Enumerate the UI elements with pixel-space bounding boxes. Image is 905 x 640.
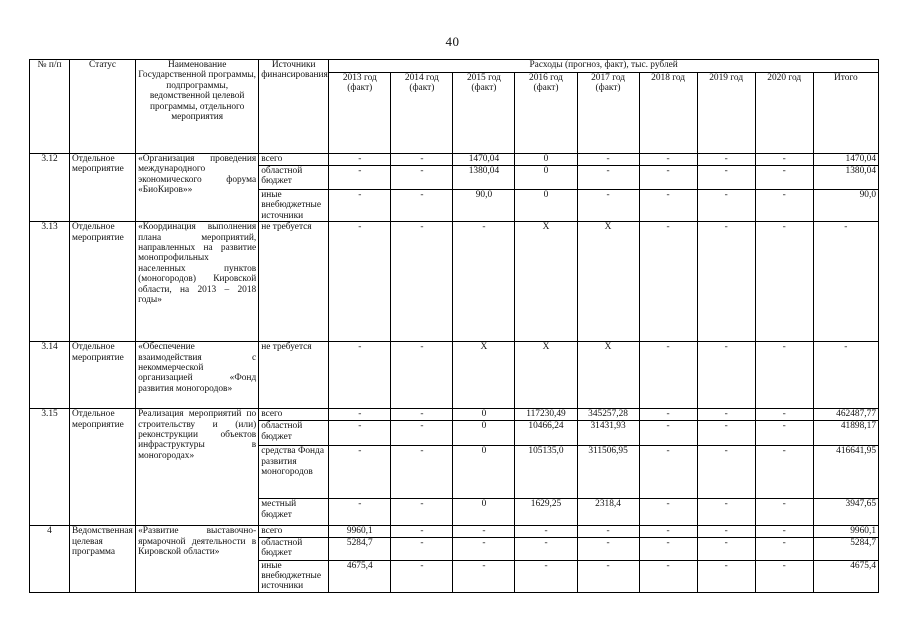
table-row bbox=[30, 154, 879, 166]
row-program-name: «Развитие выставочно-ярмарочной деятельности в Кировской области» bbox=[136, 526, 259, 593]
row-value-cell: - bbox=[813, 222, 878, 342]
row-value-cell: 1470,04 bbox=[813, 154, 878, 166]
row-value-cell: 31431,93 bbox=[577, 421, 639, 446]
row-value-cell: - bbox=[639, 537, 697, 560]
row-value-cell: - bbox=[755, 446, 813, 499]
row-value-cell: 0 bbox=[453, 421, 515, 446]
row-number: 3.14 bbox=[30, 342, 70, 409]
header-year: 2016 год (факт) bbox=[515, 73, 577, 154]
row-funding-source: областной бюджет bbox=[259, 421, 329, 446]
row-value-cell: - bbox=[697, 190, 755, 222]
row-value-cell: - bbox=[755, 499, 813, 526]
row-value-cell: X bbox=[515, 222, 577, 342]
row-value-cell: - bbox=[697, 537, 755, 560]
row-value-cell: 0 bbox=[453, 499, 515, 526]
row-value-cell: 105135,0 bbox=[515, 446, 577, 499]
row-value-cell: - bbox=[391, 526, 453, 537]
table-row bbox=[30, 342, 879, 409]
row-value-cell: - bbox=[697, 342, 755, 409]
header-year: 2015 год (факт) bbox=[453, 73, 515, 154]
row-value-cell: - bbox=[329, 421, 391, 446]
row-value-cell: - bbox=[697, 446, 755, 499]
row-value-cell: 0 bbox=[453, 446, 515, 499]
header-year: 2014 год (факт) bbox=[391, 73, 453, 154]
row-status: Отдельное мероприятие bbox=[70, 222, 136, 342]
row-value-cell: - bbox=[329, 342, 391, 409]
header-year: 2020 год bbox=[755, 73, 813, 154]
row-funding-source: иные внебюджетные источники bbox=[259, 560, 329, 592]
row-value-cell: - bbox=[577, 537, 639, 560]
row-number: 3.13 bbox=[30, 222, 70, 342]
row-status: Ведомственная целевая программа bbox=[70, 526, 136, 593]
row-value-cell: - bbox=[697, 409, 755, 421]
row-value-cell: - bbox=[391, 560, 453, 592]
row-status: Отдельное мероприятие bbox=[70, 342, 136, 409]
row-value-cell: - bbox=[577, 526, 639, 537]
header-expenses: Расходы (прогноз, факт), тыс. рублей bbox=[329, 60, 879, 73]
row-funding-source: областной бюджет bbox=[259, 166, 329, 190]
row-value-cell: 90,0 bbox=[453, 190, 515, 222]
row-value-cell: - bbox=[639, 446, 697, 499]
row-value-cell: 0 bbox=[515, 190, 577, 222]
header-status: Статус bbox=[70, 60, 136, 154]
row-value-cell: X bbox=[453, 342, 515, 409]
row-value-cell: - bbox=[391, 222, 453, 342]
row-value-cell: - bbox=[755, 537, 813, 560]
row-program-name: Реализация мероприятий по строительству и (или) реконструкции объектов инфраструктуры в моногородах» bbox=[136, 409, 259, 526]
row-value-cell: - bbox=[515, 526, 577, 537]
row-value-cell: - bbox=[329, 499, 391, 526]
row-value-cell: - bbox=[391, 154, 453, 166]
row-value-cell: - bbox=[755, 560, 813, 592]
row-number: 4 bbox=[30, 526, 70, 593]
row-value-cell: X bbox=[515, 342, 577, 409]
row-value-cell: - bbox=[755, 190, 813, 222]
row-value-cell: - bbox=[813, 342, 878, 409]
row-value-cell: 9960,1 bbox=[813, 526, 878, 537]
row-value-cell: - bbox=[515, 560, 577, 592]
row-value-cell: - bbox=[639, 166, 697, 190]
row-value-cell: 0 bbox=[515, 154, 577, 166]
row-value-cell: - bbox=[577, 166, 639, 190]
row-funding-source: не требуется bbox=[259, 222, 329, 342]
row-value-cell: - bbox=[697, 154, 755, 166]
header-sources: Источники финансирования bbox=[259, 60, 329, 154]
row-program-name: «Организация проведения международного экономического форума «БиоКиров»» bbox=[136, 154, 259, 222]
row-value-cell: 90,0 bbox=[813, 190, 878, 222]
row-value-cell: 345257,28 bbox=[577, 409, 639, 421]
row-value-cell: - bbox=[329, 446, 391, 499]
row-value-cell: - bbox=[755, 526, 813, 537]
row-value-cell: - bbox=[391, 537, 453, 560]
row-value-cell: 1380,04 bbox=[453, 166, 515, 190]
row-value-cell: - bbox=[639, 222, 697, 342]
row-value-cell: 311506,95 bbox=[577, 446, 639, 499]
row-value-cell: 1629,25 bbox=[515, 499, 577, 526]
row-value-cell: 1380,04 bbox=[813, 166, 878, 190]
row-value-cell: - bbox=[577, 190, 639, 222]
table-row bbox=[30, 526, 879, 537]
table-row bbox=[30, 409, 879, 421]
row-value-cell: 0 bbox=[453, 409, 515, 421]
row-value-cell: - bbox=[453, 537, 515, 560]
row-value-cell: - bbox=[391, 446, 453, 499]
row-value-cell: - bbox=[329, 409, 391, 421]
header-year: Итого bbox=[813, 73, 878, 154]
row-value-cell: - bbox=[697, 526, 755, 537]
row-funding-source: всего bbox=[259, 154, 329, 166]
row-value-cell: - bbox=[329, 166, 391, 190]
row-value-cell: 9960,1 bbox=[329, 526, 391, 537]
budget-table bbox=[29, 59, 879, 593]
header-year: 2017 год (факт) bbox=[577, 73, 639, 154]
row-value-cell: - bbox=[697, 222, 755, 342]
header-year: 2019 год bbox=[697, 73, 755, 154]
row-value-cell: - bbox=[755, 222, 813, 342]
row-value-cell: X bbox=[577, 342, 639, 409]
row-value-cell: 1470,04 bbox=[453, 154, 515, 166]
row-funding-source: всего bbox=[259, 526, 329, 537]
row-value-cell: 0 bbox=[515, 166, 577, 190]
row-value-cell: - bbox=[639, 560, 697, 592]
row-value-cell: - bbox=[391, 190, 453, 222]
row-program-name: «Обеспечение взаимодействия с некоммерческой организацией «Фонд развития моногородов» bbox=[136, 342, 259, 409]
row-value-cell: 3947,65 bbox=[813, 499, 878, 526]
row-value-cell: - bbox=[639, 421, 697, 446]
row-value-cell: 41898,17 bbox=[813, 421, 878, 446]
row-value-cell: - bbox=[639, 499, 697, 526]
row-value-cell: - bbox=[391, 409, 453, 421]
row-funding-source: средства Фонда развития моногородов bbox=[259, 446, 329, 499]
table-row bbox=[30, 222, 879, 342]
row-value-cell: - bbox=[639, 526, 697, 537]
row-program-name: «Координация выполнения плана мероприятий, направленных на развитие монопрофильных населенных пунктов (моногородов) Кировской области, на 2013 – 2018 годы» bbox=[136, 222, 259, 342]
row-value-cell: 2318,4 bbox=[577, 499, 639, 526]
row-value-cell: - bbox=[639, 342, 697, 409]
row-value-cell: 117230,49 bbox=[515, 409, 577, 421]
row-value-cell: 4675,4 bbox=[813, 560, 878, 592]
row-value-cell: - bbox=[329, 190, 391, 222]
row-funding-source: областной бюджет bbox=[259, 537, 329, 560]
row-number: 3.12 bbox=[30, 154, 70, 222]
row-value-cell: X bbox=[577, 222, 639, 342]
row-value-cell: - bbox=[639, 409, 697, 421]
row-value-cell: - bbox=[755, 154, 813, 166]
header-year: 2013 год (факт) bbox=[329, 73, 391, 154]
row-value-cell: - bbox=[391, 499, 453, 526]
row-value-cell: - bbox=[391, 342, 453, 409]
row-value-cell: 5284,7 bbox=[813, 537, 878, 560]
row-value-cell: - bbox=[577, 154, 639, 166]
row-value-cell: - bbox=[697, 166, 755, 190]
row-value-cell: - bbox=[391, 166, 453, 190]
row-value-cell: - bbox=[697, 421, 755, 446]
row-value-cell: - bbox=[577, 560, 639, 592]
row-value-cell: - bbox=[639, 154, 697, 166]
row-value-cell: - bbox=[515, 537, 577, 560]
row-value-cell: 5284,7 bbox=[329, 537, 391, 560]
row-funding-source: местный бюджет bbox=[259, 499, 329, 526]
row-value-cell: - bbox=[755, 409, 813, 421]
table-body bbox=[30, 154, 879, 593]
row-value-cell: 10466,24 bbox=[515, 421, 577, 446]
row-value-cell: - bbox=[755, 166, 813, 190]
row-number: 3.15 bbox=[30, 409, 70, 526]
row-status: Отдельное мероприятие bbox=[70, 154, 136, 222]
row-value-cell: - bbox=[639, 190, 697, 222]
row-value-cell: - bbox=[755, 342, 813, 409]
row-value-cell: - bbox=[453, 222, 515, 342]
row-value-cell: - bbox=[453, 560, 515, 592]
row-status: Отдельное мероприятие bbox=[70, 409, 136, 526]
page-number: 40 bbox=[445, 34, 460, 49]
row-value-cell: 4675,4 bbox=[329, 560, 391, 592]
header-name: Наименование Государственной программы, подпрограммы, ведомственной целевой программы, отдельного мероприятия bbox=[136, 60, 259, 154]
row-value-cell: - bbox=[329, 154, 391, 166]
row-funding-source: иные внебюджетные источники bbox=[259, 190, 329, 222]
row-value-cell: - bbox=[329, 222, 391, 342]
header-year: 2018 год bbox=[639, 73, 697, 154]
row-value-cell: - bbox=[453, 526, 515, 537]
row-value-cell: - bbox=[755, 421, 813, 446]
row-value-cell: - bbox=[697, 499, 755, 526]
row-value-cell: - bbox=[697, 560, 755, 592]
header-num: № п/п bbox=[30, 60, 70, 154]
row-value-cell: 416641,95 bbox=[813, 446, 878, 499]
row-funding-source: не требуется bbox=[259, 342, 329, 409]
row-value-cell: 462487,77 bbox=[813, 409, 878, 421]
row-value-cell: - bbox=[391, 421, 453, 446]
row-funding-source: всего bbox=[259, 409, 329, 421]
